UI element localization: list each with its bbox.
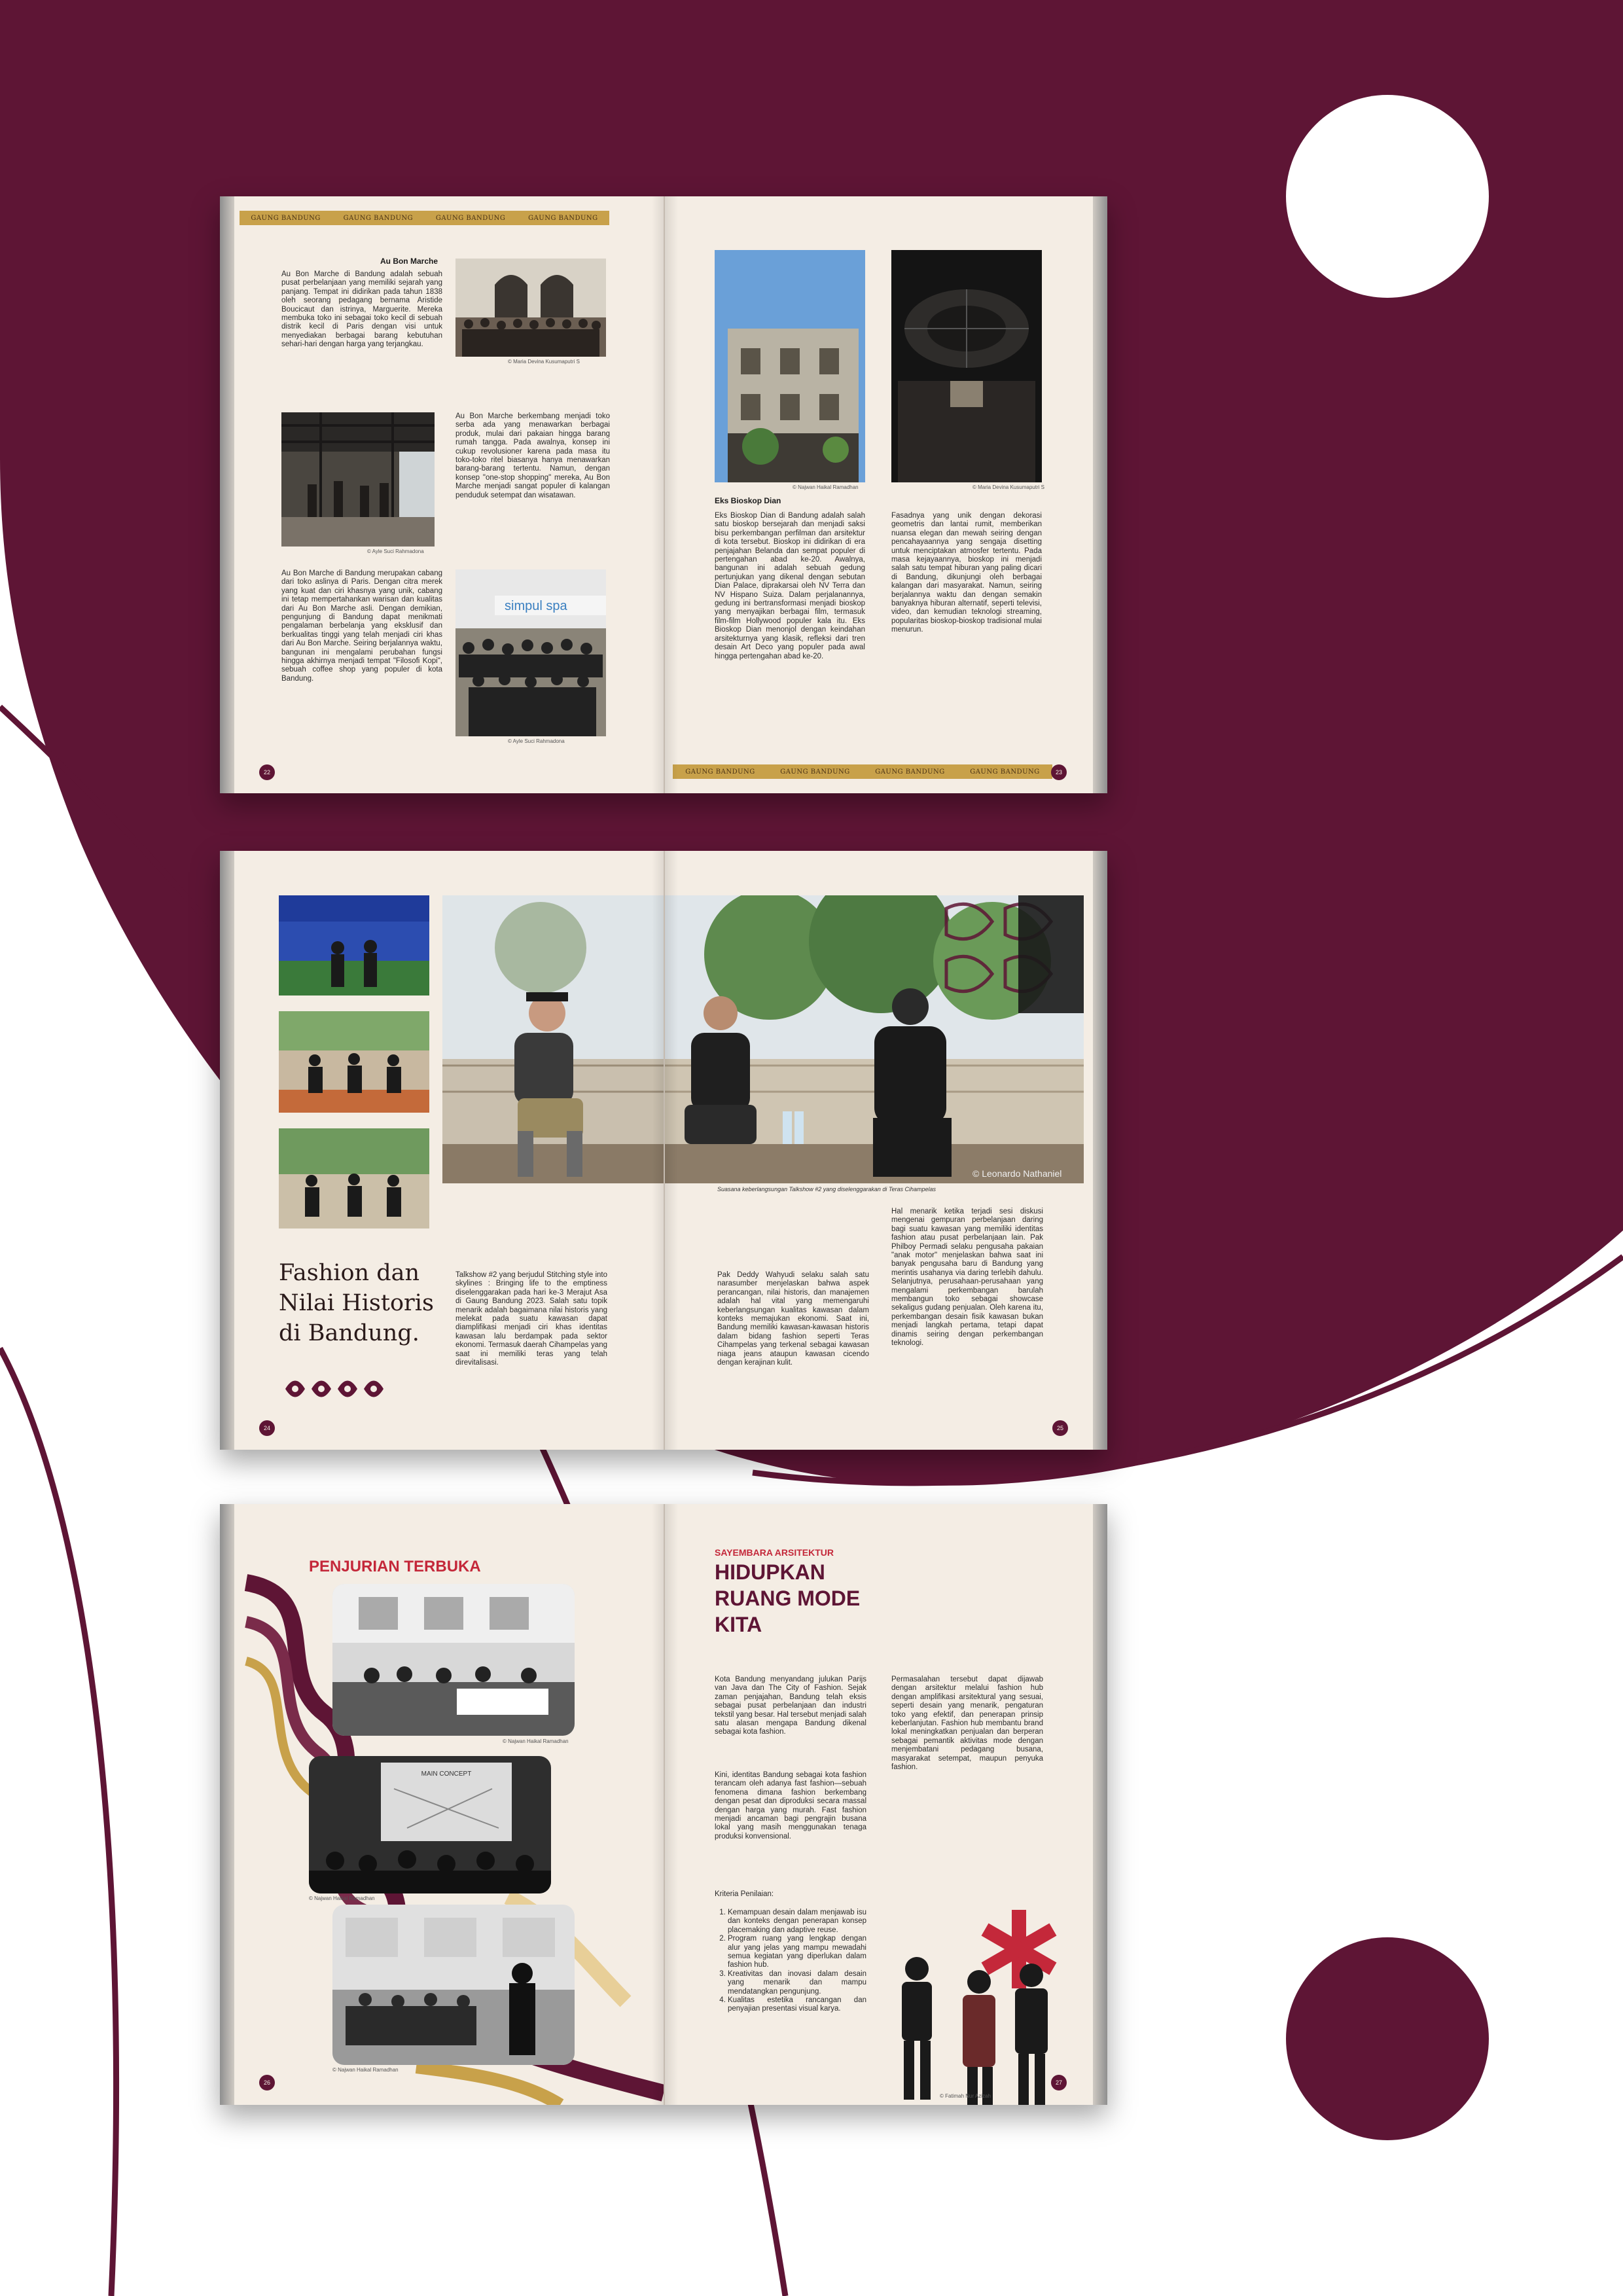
- criteria-label: Kriteria Penilaian:: [715, 1890, 774, 1898]
- section-heading: Eks Bioskop Dian: [715, 496, 781, 505]
- spread-title-line: Fashion dan: [279, 1260, 420, 1286]
- criteria-list: [715, 1909, 866, 2014]
- group-photo-2: [455, 569, 606, 736]
- winners-photo: [881, 1910, 1077, 2105]
- body-paragraph: Talkshow #2 yang berjudul Stitching style into skylines : Bringing life to the emptiness diselenggarakan pada hari ke-3 Merajut Asa di Gaung Bandung 2023. Salah satu topik menarik adalah bagaimana nilai historis yang melekat pada suatu kawasan dapat diamplifikasi menjadi ciri khas identitas kawasan lalu berdampak pada sektor ekonomi. Termasuk daerah Cihampelas yang saat ini memiliki teras yang telah direvitalisasi.: [455, 1271, 607, 1367]
- photo-credit: © Najwan Haikal Ramadhan: [793, 484, 859, 490]
- page-number: 27: [1051, 2075, 1067, 2090]
- section-title: PENJURIAN TERBUKA: [309, 1558, 481, 1575]
- page-number: 24: [259, 1420, 275, 1436]
- body-paragraph: Kota Bandung menyandang julukan Parijs van Java dan The City of Fashion. Sejak zaman penjajahan, Bandung telah eksis sebagai pusat perbelanjaan dan industri tekstil yang besar. Hal tersebut menjadi salah satu alasan mengapa Bandung dikenal sebagai kota fashion.: [715, 1676, 866, 1736]
- body-paragraph: Hal menarik ketika terjadi sesi diskusi mengenai gempuran perbelanjaan daring bagi suatu kawasan yang memiliki identitas fashion atau pusat perbelanjaan lain. Pak Philboy Permadi selaku pengusaha pakaian "anak motor" menjelaskan bahwa saat ini banyak pengusaha baru di Bandung yang merintis usahanya via daring terlebih dahulu. Selanjutnya, perusahaan-perusahaan yang mengalami perkembangan barulah membangun toko sebagai showcase sekaligus gudang penjualan. Oleh karena itu, perkembangan desain fisik kawasan bukan menjadi langkah pertama, tetapi dapat dinamis seiring dengan perkembangan teknologi.: [891, 1208, 1043, 1348]
- band-text: GAUNG BANDUNG: [875, 768, 945, 776]
- jury-photo-1: [332, 1584, 575, 1736]
- talkshow-thumb-3: [279, 1128, 429, 1229]
- photo-credit: © Najwan Haikal Ramadhan: [309, 1895, 375, 1901]
- page-title-line: KITA: [715, 1613, 762, 1636]
- body-paragraph: Au Bon Marche di Bandung adalah sebuah pusat perbelanjaan yang memiliki sejarah yang panjang. Tempat ini didirikan pada tahun 1838 oleh seorang pedagang bernama Aristide Boucicaut dan istrinya, Marguerite. Mereka membuka toko ini sebagai toko kecil di sebuah distrik kecil di Paris dengan visi untuk menyediakan berbagai barang kebutuhan sehari-hari dengan harga yang terjangkau.: [281, 270, 442, 349]
- body-paragraph: Au Bon Marche berkembang menjadi toko serba ada yang menawarkan berbagai produk, mulai dari pakaian hingga barang rumah tangga. Pada awalnya, konsep ini cukup revolusioner karena pada masa itu toko-toko ritel biasanya hanya menawarkan barang-barang tertentu. Namun, dengan konsep "one-stop shopping" mereka, Au Bon Marche menjadi sangat populer di kalangan penduduk setempat dan wisatawan.: [455, 412, 610, 499]
- arc-line-2: [0, 1348, 116, 2296]
- photo-caption: Suasana keberlangsungan Talkshow #2 yang diselenggarakan di Teras Cihampelas: [717, 1186, 936, 1193]
- talkshow-main-photo-right: [665, 895, 1084, 1183]
- band-text: GAUNG BANDUNG: [970, 768, 1040, 776]
- spread-sayembara: [220, 1504, 1107, 2105]
- kicker: SAYEMBARA ARSITEKTUR: [715, 1547, 834, 1558]
- footer-band: [673, 764, 1052, 779]
- page-number: 22: [259, 764, 275, 780]
- page-left: [220, 196, 665, 793]
- page-number: 26: [259, 2075, 275, 2090]
- white-circle-top: [1286, 95, 1489, 298]
- page-number: 23: [1051, 764, 1067, 780]
- cinema-interior-photo: [891, 250, 1042, 482]
- page-left: [220, 851, 665, 1450]
- page-title-line: RUANG MODE: [715, 1587, 861, 1610]
- body-paragraph: Eks Bioskop Dian di Bandung adalah salah satu bioskop bersejarah dan menjadi saksi bisu perkembangan perfilman dan arsitektur di kota tersebut. Bioskop ini didirikan di era penjajahan Belanda dan sempat populer di pertengahan abad ke-20. Awalnya, bangunan ini adalah sebuah gedung pertunjukan yang dikenal dengan sebutan Dian Palace, diprakarsai oleh NV Terra dan NV Hispano Suiza. Dalam perjalanannya, gedung ini bertransformasi menjadi bioskop yang menyajikan berbagai film, termasuk film-film Hollywood populer kala itu. Eks Bioskop Dian menonjol dengan keindahan arsitekturnya yang klasik, refleksi dari tren desain Art Deco yang populer pada awal hingga pertengahan abad ke-20.: [715, 512, 865, 660]
- photo-credit: © Ayle Suci Rahmadona: [367, 548, 424, 554]
- header-band: [240, 211, 609, 225]
- talkshow-thumb-1: [279, 895, 429, 996]
- batik-ornament: [279, 1369, 397, 1408]
- criteria-item: 1. Kemampuan desain dalam menjawab isu dan konteks dengan penerapan konsep placemaking dan adaptive reuse.: [728, 1909, 866, 1935]
- cinema-facade-photo: [715, 250, 865, 482]
- photo-credit: © Najwan Haikal Ramadhan: [332, 2067, 399, 2073]
- band-text: GAUNG BANDUNG: [251, 214, 321, 222]
- jury-photo-3: [332, 1905, 575, 2065]
- spread-title-line: Nilai Historis: [279, 1290, 434, 1316]
- band-text: GAUNG BANDUNG: [435, 214, 506, 222]
- band-text: GAUNG BANDUNG: [343, 214, 414, 222]
- band-text: GAUNG BANDUNG: [685, 768, 755, 776]
- body-paragraph: Pak Deddy Wahyudi selaku salah satu narasumber menjelaskan bahwa aspek perancangan, nilai historis, dan manajemen adalah hal vital yang memengaruhi keberlangsungan kualitas kawasan dalam konteks memajukan ekonomi. Saat ini, Bandung memiliki kawasan-kawasan historis dalam bidang fashion seperti Teras Cihampelas yang terkenal sebagai kawasan niaga jeans ataupun kawasan cicendo dengan kerajinan kulit.: [717, 1271, 869, 1367]
- photo-credit: © Fatimah Nur Azizah: [940, 2093, 991, 2099]
- photo-credit: © Maria Devina Kusumaputri S: [508, 359, 580, 365]
- interior-photo: [281, 412, 435, 547]
- photo-credit: © Najwan Haikal Ramadhan: [503, 1738, 569, 1744]
- spread-talkshow: [220, 851, 1107, 1450]
- asterisk-ornament: [982, 1910, 1057, 1988]
- photo-credit: © Maria Devina Kusumaputri S: [972, 484, 1044, 490]
- criteria-item: 2. Program ruang yang lengkap dengan alur yang jelas yang mampu mewadahi semua kegiatan yang diperlukan dalam fashion hub.: [728, 1935, 866, 1970]
- body-paragraph: Au Bon Marche di Bandung merupakan cabang dari toko aslinya di Paris. Dengan citra merek yang kuat dan ciri khasnya yang unik, cabang ini tetap mempertahankan warisan dan kualitas dari Au Bon Marche asli. Dengan demikian, pengunjung di Bandung dapat menikmati pengalaman berbelanja yang eksklusif dan berkualitas tinggi yang telah menjadi ciri khas dari Au Bon Marche. Seiring berjalannya waktu, bangunan ini mengalami perubahan fungsi hingga akhirnya menjadi tempat "Filosofi Kopi", sebuah coffee shop yang populer di kota Bandung.: [281, 569, 442, 683]
- band-text: GAUNG BANDUNG: [528, 214, 598, 222]
- talkshow-thumb-2: [279, 1011, 429, 1113]
- svg-text:simpul spa: simpul spa: [505, 599, 567, 613]
- screen-text: MAIN CONCEPT: [421, 1770, 472, 1778]
- group-photo-1: [455, 259, 606, 357]
- page-number: 25: [1052, 1420, 1068, 1436]
- page-right: [665, 1504, 1107, 2105]
- page-left: [220, 1504, 665, 2105]
- spread-au-bon-marche: [220, 196, 1107, 793]
- page-title-line: HIDUPKAN: [715, 1560, 825, 1584]
- body-paragraph: Fasadnya yang unik dengan dekorasi geometris dan lantai rumit, memberikan nuansa elegan dan mewah seiring dengan pencahayaannya yang sengaja disetting untuk menciptakan atmosfer tertentu. Pada masa kejayaannya, bioskop ini menjadi salah satu tempat hiburan yang paling dicari di Bandung, dikunjungi oleh berbagai kalangan dari masyarakat. Namun, seiring berjalannya waktu dan dengan semakin banyaknya hiburan alternatif, seperti televisi, video, dan kemudian teknologi streaming, popularitas bioskop-bioskop tradisional mulai menurun.: [891, 512, 1042, 634]
- band-text: GAUNG BANDUNG: [780, 768, 850, 776]
- section-heading: Au Bon Marche: [380, 257, 438, 266]
- talkshow-main-photo-left: [442, 895, 664, 1183]
- criteria-item: 3. Kreativitas dan inovasi dalam desain yang menarik dan mampu mendatangkan pengunjung.: [728, 1970, 866, 1996]
- body-paragraph: Kini, identitas Bandung sebagai kota fashion terancam oleh adanya fast fashion—sebuah fenomena dimana fashion berkembang dengan pesat dan diproduksi secara massal dengan harga yang murah. Fast fashion menjadi ancaman bagi pengrajin busana lokal yang masih menggunakan tenaga produksi konvensional.: [715, 1771, 866, 1840]
- criteria-item: 4. Kualitas estetika rancangan dan penyajian presentasi visual karya.: [728, 1996, 866, 2014]
- body-paragraph: Permasalahan tersebut dapat dijawab dengan arsitektur melalui fashion hub dengan amplifikasi arsitektural yang sesuai, seperti desain yang menarik, pengaturan toko yang efektif, dan penerapan prinsip keberlanjutan. Fashion hub membantu brand lokal meningkatkan penjualan dan berperan sebagai pemantik aktivitas mode dengan menjembatani pedagang busana, masyarakat setempat, maupun penyuka fashion.: [891, 1676, 1043, 1772]
- photo-credit: © Ayle Suci Rahmadona: [508, 738, 565, 744]
- page-right: [665, 851, 1107, 1450]
- plum-circle-bottom: [1286, 1937, 1489, 2140]
- jury-photo-2: [309, 1756, 551, 1893]
- page-right: [665, 196, 1107, 793]
- spread-title-line: di Bandung.: [279, 1320, 419, 1346]
- photo-credit: © Leonardo Nathaniel: [972, 1168, 1062, 1179]
